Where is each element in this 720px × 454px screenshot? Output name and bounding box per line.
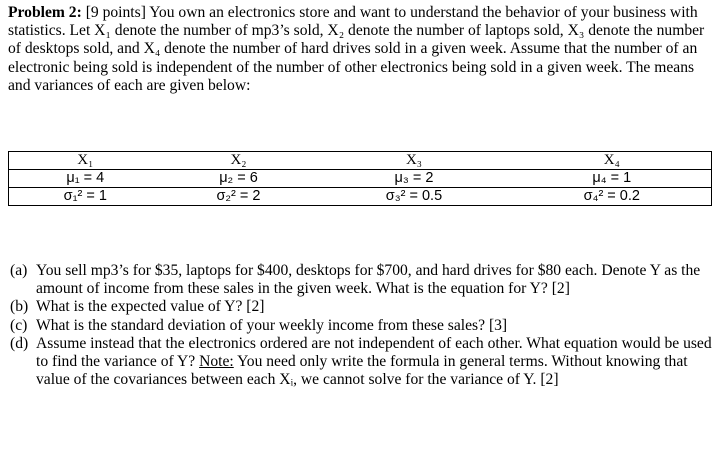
table-header-x3: X₃ [315, 152, 512, 170]
question-part-b [8, 298, 712, 316]
table-cell-variance-3: σ₃² = 0.5 [315, 188, 512, 206]
part-label: (a) [10, 262, 28, 279]
document-page [8, 4, 712, 389]
table-cell-mean-4: μ₄ = 1 [513, 170, 712, 188]
means-variances-table [8, 151, 712, 206]
part-text: What is the expected value of Y? [2] [36, 298, 265, 316]
table-row-variances [9, 188, 712, 206]
part-text-before-note: Assume instead that the electronics ordered are not independent of each other. What equation would be used to find the variance of Y? [36, 334, 712, 371]
table-cell-variance-1: σ₁² = 1 [9, 188, 162, 206]
question-parts-list [8, 262, 712, 389]
part-label: (c) [10, 316, 28, 334]
note-label: Note: [199, 353, 234, 371]
table-cell-mean-2: μ₂ = 6 [162, 170, 316, 188]
table-header-x1: X₁ [9, 152, 162, 170]
table-header-x2: X₂ [162, 152, 316, 170]
table-cell-mean-1: μ₁ = 4 [9, 170, 162, 188]
table-cell-variance-2: σ₂² = 2 [162, 188, 316, 206]
part-text: What is the standard deviation of your weekly income from these sales? [3] [36, 316, 508, 334]
table-cell-mean-3: μ₃ = 2 [315, 170, 512, 188]
part-text: You sell mp3’s for $35, laptops for $400, desktops for $700, and hard drives for $80 each. Denote Y as the amount of income from these sales in the given week. What is the equation for Y? [2] [36, 262, 701, 298]
question-part-c [8, 317, 712, 335]
part-label: (b) [10, 298, 29, 316]
part-label: (d) [10, 334, 29, 352]
question-part-d [8, 335, 712, 390]
problem-points: [9 points] [85, 4, 146, 21]
table-row-means [9, 170, 712, 188]
table-header-row [9, 152, 712, 170]
table-cell-variance-4: σ₄² = 0.2 [513, 188, 712, 206]
problem-heading: Problem 2: [8, 4, 82, 21]
question-part-a [8, 262, 712, 298]
table-header-x4: X₄ [513, 152, 712, 170]
part-text-after-note: You need only write the formula in general terms. Without knowing that value of the covariances between each Xᵢ, we cannot solve for the variance of Y. [2] [36, 353, 688, 389]
problem-intro: You own an electronics store and want to understand the behavior of your business with statistics. Let X₁ denote the number of mp3’s sold, X₂ denote the number of laptops sold, X₃ denote the number of desktops sold, and X₄ denote the number of hard drives sold in a given week. Assume that the number of an electronic being sold is independent of the number of other electronics being sold in a given week. The means and variances of each are given below: [8, 4, 705, 94]
problem-statement [8, 4, 712, 95]
